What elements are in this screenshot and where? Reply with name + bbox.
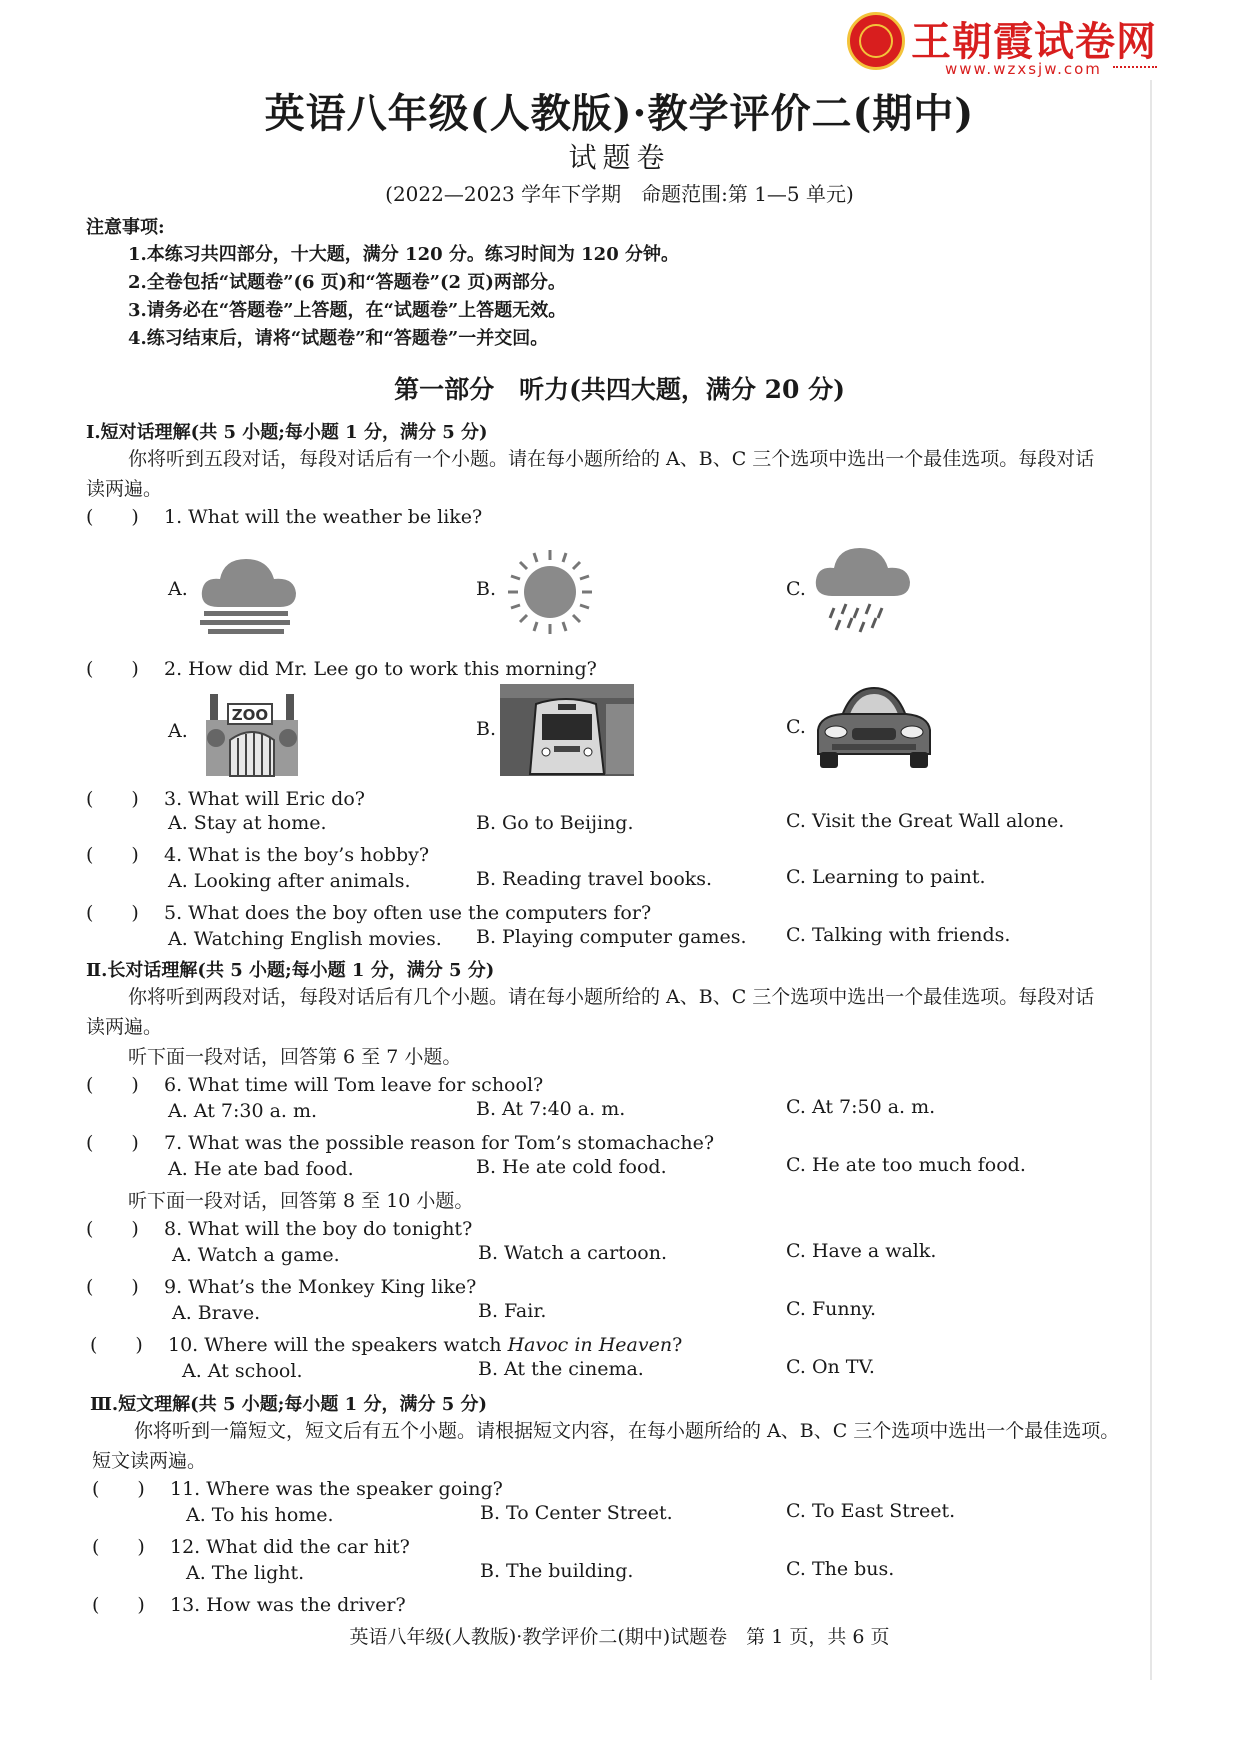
option-b: B. Playing computer games. [476, 926, 747, 948]
option-label-a: A. [168, 578, 188, 600]
answer-blank: ( ) [86, 788, 139, 810]
question-text: 1. What will the weather be like? [164, 506, 483, 528]
option-label-b: B. [476, 718, 497, 740]
question-13 [92, 1590, 406, 1617]
logo-url: www.wzxsjw.com [945, 60, 1102, 78]
question-5 [86, 898, 651, 925]
option-a: A. He ate bad food. [168, 1158, 354, 1180]
page-edge [1150, 80, 1152, 1680]
note-item: 4.练习结束后，请将“试题卷”和“答题卷”一并交回。 [128, 328, 549, 349]
sec3-heading: Ⅲ.短文理解(共 5 小题;每小题 1 分，满分 5 分) [90, 1394, 488, 1415]
zoo-gate-icon [200, 690, 304, 778]
note-item: 3.请务必在“答题卷”上答题，在“试题卷”上答题无效。 [128, 300, 567, 321]
question-text-end: ? [672, 1334, 683, 1356]
answer-blank: ( ) [86, 506, 139, 528]
question-4 [86, 840, 429, 867]
car-icon [812, 680, 936, 772]
sec2-sub-instruction-1: 听下面一段对话，回答第 6 至 7 小题。 [128, 1046, 462, 1068]
question-9 [86, 1272, 476, 1299]
option-b: B. Watch a cartoon. [478, 1242, 668, 1264]
page-footer: 英语八年级(人教版)·教学评价二(期中)试题卷 第 1 页，共 6 页 [349, 1626, 890, 1648]
option-b: B. Reading travel books. [476, 868, 713, 890]
sec2-heading: Ⅱ.长对话理解(共 5 小题;每小题 1 分，满分 5 分) [86, 960, 495, 981]
option-a: A. Looking after animals. [168, 870, 411, 892]
cloudy-fog-icon [196, 545, 306, 635]
option-c: C. On TV. [786, 1356, 875, 1378]
question-text: 9. What’s the Monkey King like? [164, 1276, 477, 1298]
question-8 [86, 1214, 472, 1241]
answer-blank: ( ) [86, 902, 139, 924]
sec1-heading: Ⅰ.短对话理解(共 5 小题;每小题 1 分，满分 5 分) [86, 422, 488, 443]
option-a: A. Watching English movies. [168, 928, 442, 950]
answer-blank: ( ) [92, 1536, 145, 1558]
logo-brand: 王朝霞试卷网 [911, 19, 1157, 65]
subway-train-picture [500, 684, 634, 776]
question-text: 10. Where will the speakers watch [168, 1334, 508, 1356]
movie-title: Havoc in Heaven [507, 1334, 673, 1356]
page-title: 英语八年级(人教版)·教学评价二(期中) [264, 90, 975, 137]
option-a: A. At school. [182, 1360, 303, 1382]
option-b: B. Go to Beijing. [476, 812, 634, 834]
sec3-instructions: 你将听到一篇短文，短文后有五个小题。请根据短文内容，在每小题所给的 A、B、C 三个选项中选出一个最佳选项。 [134, 1420, 1120, 1442]
sun-icon [506, 548, 594, 636]
question-text: 8. What will the boy do tonight? [164, 1218, 473, 1240]
question-text: 12. What did the car hit? [170, 1536, 410, 1558]
answer-blank: ( ) [86, 658, 139, 680]
option-label-b: B. [476, 578, 497, 600]
option-c: C. Funny. [786, 1298, 877, 1320]
option-label-c: C. [786, 578, 806, 600]
option-a: A. The light. [186, 1562, 305, 1584]
question-text: 7. What was the possible reason for Tom’s stomachache? [164, 1132, 715, 1154]
logo-seal-icon [847, 12, 905, 70]
option-b: B. He ate cold food. [476, 1156, 667, 1178]
question-text: 3. What will Eric do? [164, 788, 365, 810]
question-text: 6. What time will Tom leave for school? [164, 1074, 544, 1096]
question-7 [86, 1128, 714, 1155]
site-logo [845, 10, 1165, 80]
option-a: A. To his home. [186, 1504, 334, 1526]
question-2 [86, 654, 597, 681]
sec3-instructions-cont: 短文读两遍。 [92, 1450, 207, 1472]
option-b: B. To Center Street. [480, 1502, 673, 1524]
question-6 [86, 1070, 543, 1097]
logo-wave [1113, 66, 1157, 74]
question-1 [86, 502, 482, 529]
question-3 [86, 784, 365, 811]
option-a: A. Stay at home. [168, 812, 327, 834]
option-a: A. Brave. [172, 1302, 261, 1324]
answer-blank: ( ) [86, 1132, 139, 1154]
sec1-instructions: 你将听到五段对话，每段对话后有一个小题。请在每小题所给的 A、B、C 三个选项中选出一个最佳选项。每段对话 [128, 448, 1095, 470]
option-c: C. Talking with friends. [786, 924, 1011, 946]
option-c: C. The bus. [786, 1558, 895, 1580]
option-b: B. Fair. [478, 1300, 547, 1322]
question-text: 2. How did Mr. Lee go to work this morning? [164, 658, 597, 680]
answer-blank: ( ) [90, 1334, 143, 1356]
rain-cloud-icon [812, 538, 912, 638]
option-c: C. Have a walk. [786, 1240, 937, 1262]
option-b: B. At 7:40 a. m. [476, 1098, 626, 1120]
option-c: C. To East Street. [786, 1500, 956, 1522]
question-11 [92, 1474, 503, 1501]
option-c: C. He ate too much food. [786, 1154, 1026, 1176]
option-c: C. Learning to paint. [786, 866, 986, 888]
option-c: C. Visit the Great Wall alone. [786, 810, 1065, 832]
sec2-instructions-cont: 读两遍。 [86, 1016, 163, 1038]
option-label-c: C. [786, 716, 806, 738]
option-a: A. At 7:30 a. m. [168, 1100, 318, 1122]
question-10 [90, 1330, 682, 1357]
option-a: A. Watch a game. [172, 1244, 340, 1266]
option-c: C. At 7:50 a. m. [786, 1096, 936, 1118]
answer-blank: ( ) [92, 1594, 145, 1616]
question-text: 5. What does the boy often use the computers for? [164, 902, 652, 924]
note-item: 2.全卷包括“试题卷”(6 页)和“答题卷”(2 页)两部分。 [128, 272, 566, 293]
sec1-instructions-cont: 读两遍。 [86, 478, 163, 500]
zoo-sign-text: ZOO [231, 706, 269, 724]
option-b: B. The building. [480, 1560, 634, 1582]
answer-blank: ( ) [86, 1074, 139, 1096]
answer-blank: ( ) [86, 1276, 139, 1298]
notes-heading: 注意事项: [86, 217, 165, 238]
option-b: B. At the cinema. [478, 1358, 644, 1380]
answer-blank: ( ) [92, 1478, 145, 1500]
note-item: 1.本练习共四部分，十大题，满分 120 分。练习时间为 120 分钟。 [128, 244, 680, 265]
exam-range: (2022—2023 学年下学期 命题范围:第 1—5 单元) [385, 182, 854, 206]
sec2-instructions: 你将听到两段对话，每段对话后有几个小题。请在每小题所给的 A、B、C 三个选项中选出一个最佳选项。每段对话 [128, 986, 1095, 1008]
answer-blank: ( ) [86, 844, 139, 866]
question-text: 4. What is the boy’s hobby? [164, 844, 430, 866]
sec2-sub-instruction-2: 听下面一段对话，回答第 8 至 10 小题。 [128, 1190, 474, 1212]
question-text: 13. How was the driver? [170, 1594, 406, 1616]
page-subtitle: 试题卷 [568, 141, 671, 174]
answer-blank: ( ) [86, 1218, 139, 1240]
part1-heading: 第一部分 听力(共四大题，满分 20 分) [394, 375, 845, 404]
question-12 [92, 1532, 410, 1559]
option-label-a: A. [168, 720, 188, 742]
question-text: 11. Where was the speaker going? [170, 1478, 503, 1500]
